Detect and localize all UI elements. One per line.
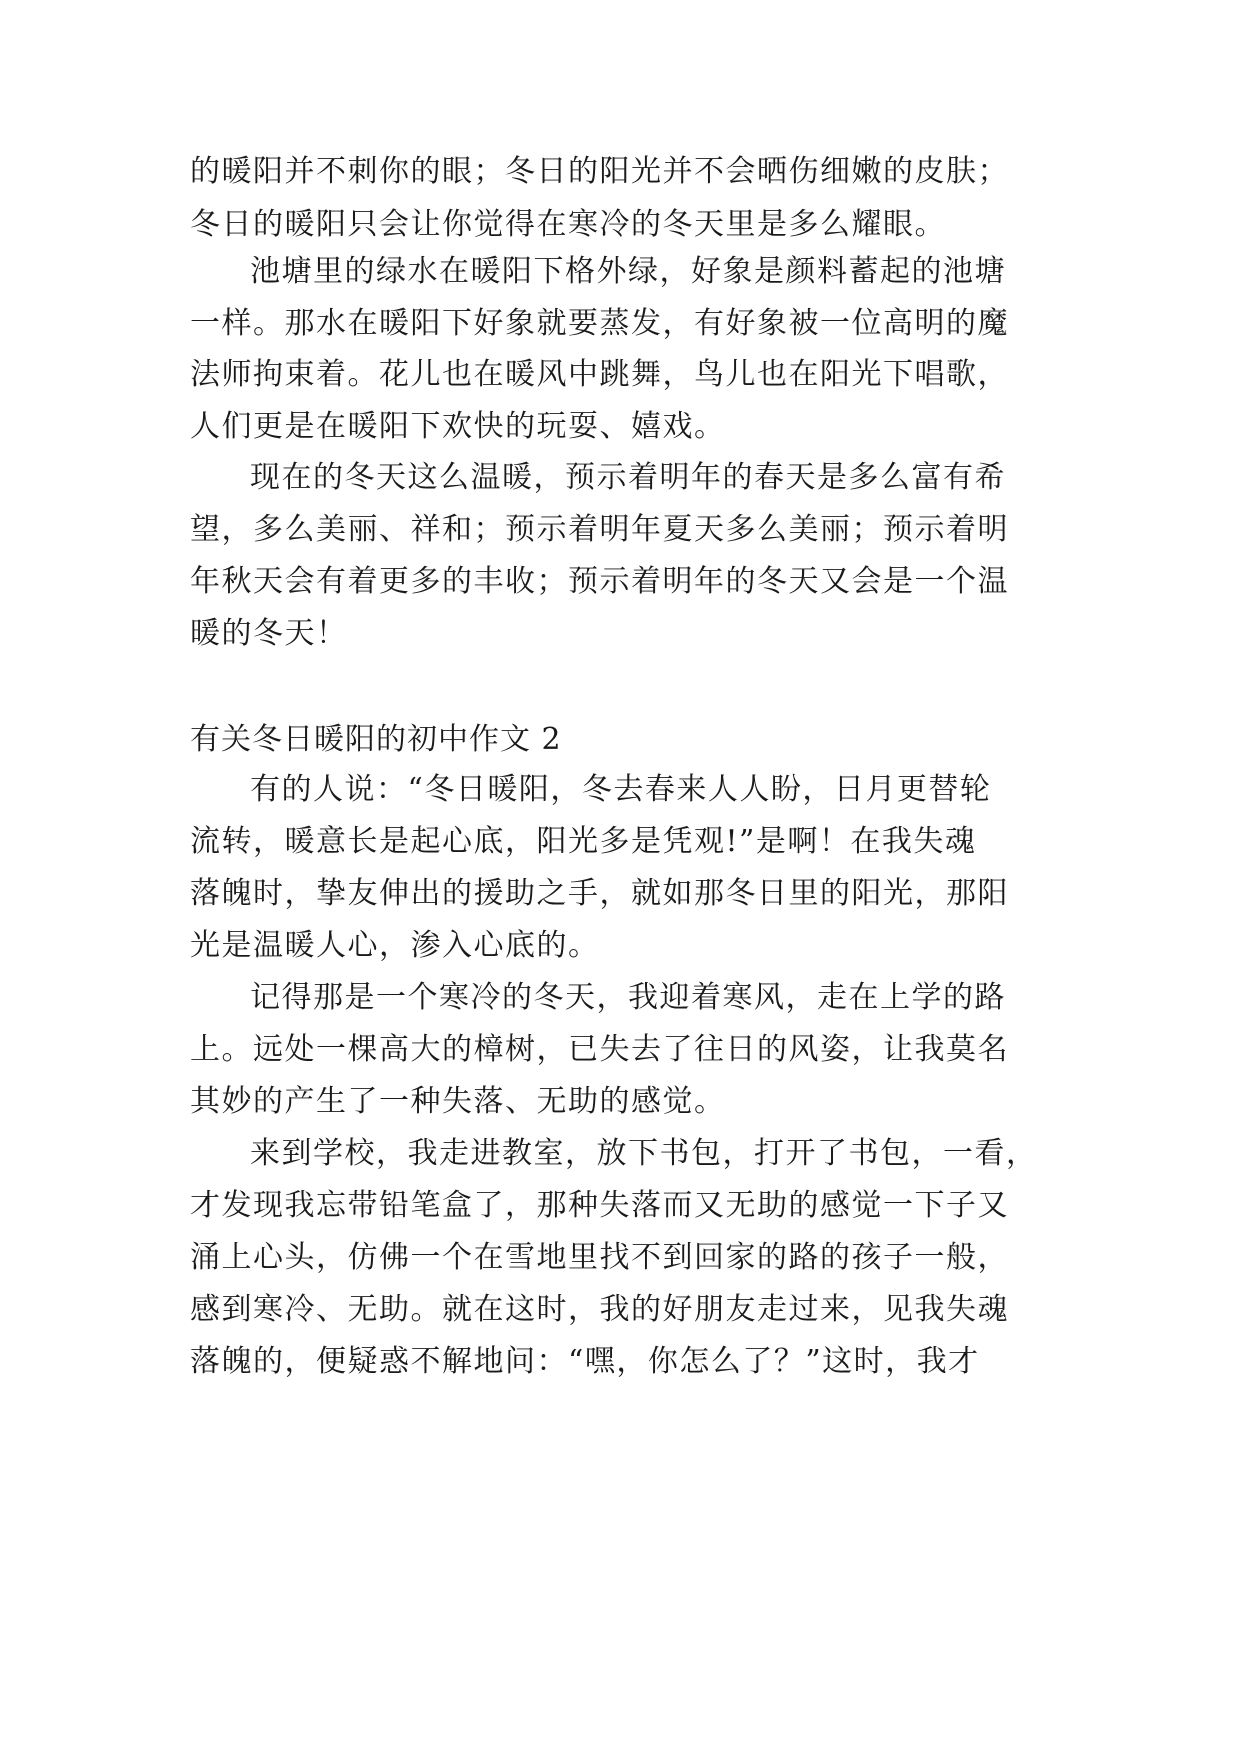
paragraph-line: 有的人说：“冬日暖阳，冬去春来人人盼，日月更替轮 bbox=[250, 772, 992, 807]
paragraph-line: 人们更是在暖阳下欢快的玩耍、嬉戏。 bbox=[190, 409, 726, 444]
paragraph-line: 的暖阳并不刺你的眼；冬日的阳光并不会晒伤细嫩的皮肤； bbox=[190, 154, 1009, 189]
paragraph-line: 才发现我忘带铅笔盒了，那种失落而又无助的感觉一下子又 bbox=[190, 1188, 1009, 1223]
paragraph-line: 光是温暖人心，渗入心底的。 bbox=[190, 928, 600, 963]
paragraph-line: 流转，暖意长是起心底，阳光多是凭观!”是啊！在我失魂 bbox=[190, 824, 977, 859]
paragraph-line: 池塘里的绿水在暖阳下格外绿，好象是颜料蓄起的池塘 bbox=[250, 254, 1006, 289]
paragraph-line: 年秋天会有着更多的丰收；预示着明年的冬天又会是一个温 bbox=[190, 564, 1009, 599]
section-title: 有关冬日暖阳的初中作文 2 bbox=[190, 722, 562, 757]
paragraph-line: 落魄的，便疑惑不解地问：“嘿，你怎么了？”这时，我才 bbox=[190, 1344, 980, 1379]
paragraph-line: 望，多么美丽、祥和；预示着明年夏天多么美丽；预示着明 bbox=[190, 512, 1009, 547]
paragraph-line: 一样。那水在暖阳下好象就要蒸发，有好象被一位高明的魔 bbox=[190, 306, 1009, 341]
paragraph-line: 暖的冬天！ bbox=[190, 616, 348, 651]
paragraph-line: 来到学校，我走进教室，放下书包，打开了书包，一看， bbox=[250, 1136, 1038, 1171]
paragraph-line: 冬日的暖阳只会让你觉得在寒冷的冬天里是多么耀眼。 bbox=[190, 207, 946, 242]
paragraph-line: 感到寒冷、无助。就在这时，我的好朋友走过来，见我失魂 bbox=[190, 1292, 1009, 1327]
paragraph-line: 法师拘束着。花儿也在暖风中跳舞，鸟儿也在阳光下唱歌， bbox=[190, 357, 1009, 392]
paragraph-line: 涌上心头，仿佛一个在雪地里找不到回家的路的孩子一般， bbox=[190, 1240, 1009, 1275]
paragraph-line: 落魄时，挚友伸出的援助之手，就如那冬日里的阳光，那阳 bbox=[190, 876, 1009, 911]
paragraph-line: 记得那是一个寒冷的冬天，我迎着寒风，走在上学的路 bbox=[250, 980, 1006, 1015]
paragraph-line: 现在的冬天这么温暖，预示着明年的春天是多么富有希 bbox=[250, 460, 1006, 495]
paragraph-line: 其妙的产生了一种失落、无助的感觉。 bbox=[190, 1084, 726, 1119]
paragraph-line: 上。远处一棵高大的樟树，已失去了往日的风姿，让我莫名 bbox=[190, 1032, 1009, 1067]
